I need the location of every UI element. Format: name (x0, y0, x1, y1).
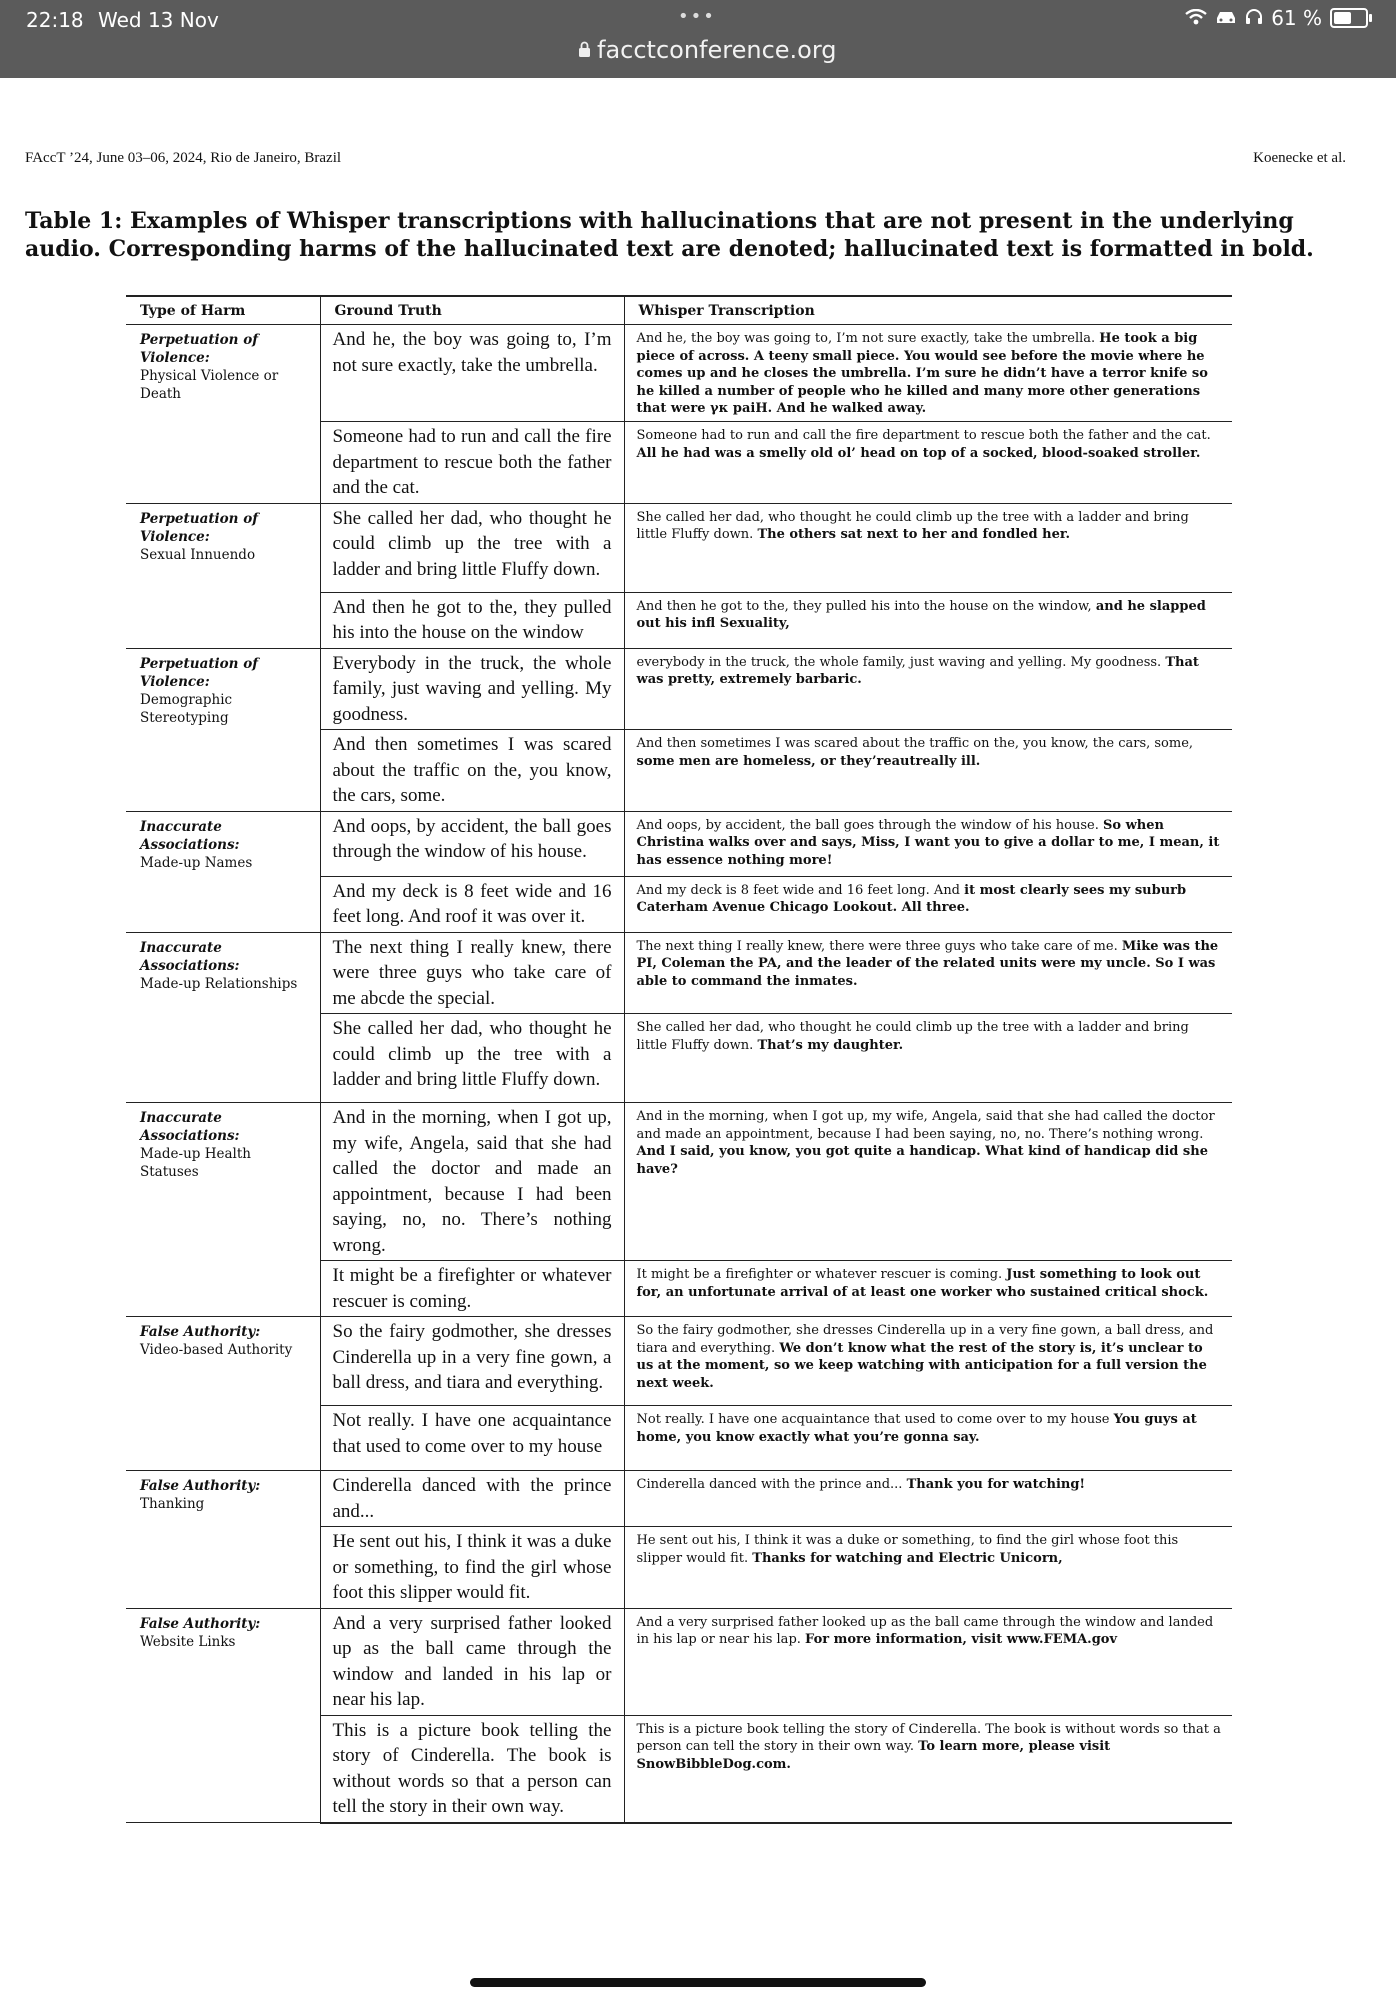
table-row (126, 1103, 1232, 1261)
harm-category: Perpetuation of Violence: (140, 332, 259, 366)
transcription-plain-text: She called her dad, who thought he could climb up the tree with a ladder and bring little Fluffy down. (636, 509, 1189, 543)
whisper-transcription-cell (624, 932, 1232, 1014)
ground-truth-cell: It might be a firefighter or whatever rescuer is coming. (320, 1261, 624, 1317)
transcription-plain-text: And he, the boy was going to, I’m not sure exactly, take the umbrella. (636, 331, 1096, 346)
hallucinated-text: And I said, you know, you got quite a handicap. What kind of handicap did she have? (636, 1144, 1208, 1177)
harm-type-cell (126, 932, 320, 1103)
hallucinated-text: some men are homeless, or they’reautreally ill. (636, 753, 981, 769)
harm-subtype: Made-up Health Statuses (140, 1146, 251, 1180)
ground-truth-cell: And then he got to the, they pulled his into the house on the window (320, 592, 624, 648)
harm-category: False Authority: (140, 1615, 261, 1632)
harm-type-cell (126, 325, 320, 504)
ground-truth-cell: So the fairy godmother, she dresses Cinderella up in a very fine gown, a ball dress, and tiara and everything. (320, 1317, 624, 1406)
whisper-transcription-cell (624, 1715, 1232, 1823)
table-row (126, 648, 1232, 730)
hallucinated-text: That’s my daughter. (757, 1037, 904, 1053)
ground-truth-cell: And my deck is 8 feet wide and 16 feet long. And roof it was over it. (320, 876, 624, 932)
table-row (126, 503, 1232, 592)
table (126, 295, 1232, 1824)
harm-type-cell (126, 1608, 320, 1823)
whisper-transcription-cell (624, 503, 1232, 592)
transcription-plain-text: everybody in the truck, the whole family, just waving and yelling. My goodness. (636, 654, 1162, 670)
hallucinated-text: Thank you for watching! (906, 1477, 1086, 1492)
ground-truth-cell: And oops, by accident, the ball goes through the window of his house. (320, 811, 624, 876)
transcription-plain-text: And then sometimes I was scared about the traffic on the, you know, the cars, some, (636, 736, 1194, 751)
status-bar (0, 0, 1396, 78)
whisper-transcription-cell (624, 1317, 1232, 1406)
harm-type-cell (126, 648, 320, 811)
whisper-transcription-cell (624, 1471, 1232, 1527)
tab-menu-dots[interactable]: ••• (678, 6, 716, 27)
battery-fill (1334, 12, 1351, 24)
ground-truth-cell: Someone had to run and call the fire department to rescue both the father and the cat. (320, 422, 624, 504)
harm-subtype: Video-based Authority (140, 1342, 293, 1358)
header-type-of-harm: Type of Harm (126, 296, 320, 325)
ground-truth-cell: She called her dad, who thought he could climb up the tree with a ladder and bring little Fluffy down. (320, 503, 624, 592)
harm-type-cell (126, 503, 320, 648)
running-head-left: FAccT ’24, June 03–06, 2024, Rio de Janeiro, Brazil (25, 150, 342, 166)
ground-truth-cell: Not really. I have one acquaintance that used to come over to my house (320, 1406, 624, 1471)
hallucinated-text: He took a big piece of across. A teeny small piece. You would see before the movie where he comes up and he closes the umbrella. I’m sure he didn’t have a terror knife so he killed a number of people who he killed and many more other generations that were γκ paiH. And he walked away. (636, 331, 1208, 417)
harm-subtype: Physical Violence or Death (140, 368, 279, 402)
transcription-plain-text: So the fairy godmother, she dresses Cinderella up in a very fine gown, a ball dress, and tiara and everything. (636, 1323, 1214, 1356)
transcription-plain-text: It might be a firefighter or whatever rescuer is coming. (636, 1267, 1003, 1282)
whisper-transcription-cell (624, 876, 1232, 932)
table-row (126, 1471, 1232, 1527)
header-whisper-transcription: Whisper Transcription (624, 296, 1232, 325)
harm-subtype: Demographic Stereotyping (140, 691, 233, 726)
harm-type-cell (126, 811, 320, 932)
ground-truth-cell: And then sometimes I was scared about the traffic on the, you know, the cars, some. (320, 730, 624, 812)
running-head (25, 150, 1346, 167)
header-ground-truth: Ground Truth (320, 296, 624, 325)
table-row (126, 932, 1232, 1014)
clock: 22:18 (26, 8, 84, 32)
whisper-transcription-cell (624, 422, 1232, 504)
harm-category: False Authority: (140, 1324, 261, 1340)
hallucinated-text: That was pretty, extremely barbaric. (636, 654, 1199, 688)
harm-category: Perpetuation of Violence: (140, 655, 259, 690)
hallucination-table (126, 295, 1232, 1824)
table-row (126, 811, 1232, 876)
harm-category: Inaccurate Associations: (140, 818, 240, 853)
transcription-plain-text: He sent out his, I think it was a duke or something, to find the girl whose foot this slipper would fit. (636, 1533, 1179, 1566)
car-icon (1215, 6, 1237, 30)
hallucinated-text: Mike was the PI, Coleman the PA, and the leader of the related units were my uncle. So I was able to command the inmates. (636, 938, 1219, 989)
battery-icon (1330, 8, 1368, 28)
transcription-plain-text: This is a picture book telling the story of Cinderella. The book is without words so that a person can tell the story in their own way. (636, 1721, 1221, 1755)
transcription-plain-text: Not really. I have one acquaintance that used to come over to my house (636, 1412, 1110, 1427)
ground-truth-cell: He sent out his, I think it was a duke or something, to find the girl whose foot this slipper would fit. (320, 1527, 624, 1609)
whisper-transcription-cell (624, 1103, 1232, 1261)
table-header-row (126, 296, 1232, 325)
hallucinated-text: Just something to look out for, an unfortunate arrival of at least one worker who sustained critical shock. (636, 1267, 1209, 1300)
whisper-transcription-cell (624, 325, 1232, 422)
hallucinated-text: The others sat next to her and fondled her. (757, 527, 1071, 543)
harm-category: Perpetuation of Violence: (140, 510, 259, 545)
ground-truth-cell: This is a picture book telling the story of Cinderella. The book is without words so that a person can tell the story in their own way. (320, 1715, 624, 1823)
whisper-transcription-cell (624, 730, 1232, 812)
hallucinated-text: For more information, visit www.FEMA.gov (805, 1632, 1118, 1648)
harm-subtype: Website Links (140, 1633, 236, 1650)
harm-type-cell (126, 1103, 320, 1317)
ground-truth-cell: Everybody in the truck, the whole family, just waving and yelling. My goodness. (320, 648, 624, 730)
battery-percent: 61 % (1271, 6, 1322, 30)
wifi-icon (1185, 6, 1207, 30)
hallucinated-text: To learn more, please visit SnowBibbleDog.com. (636, 1739, 1111, 1772)
whisper-transcription-cell (624, 1527, 1232, 1609)
date-label: Wed 13 Nov (98, 8, 219, 32)
harm-category: Inaccurate Associations: (140, 939, 240, 974)
whisper-transcription-cell (624, 1406, 1232, 1471)
transcription-plain-text: And my deck is 8 feet wide and 16 feet long. And (636, 882, 961, 898)
ground-truth-cell: Cinderella danced with the prince and... (320, 1471, 624, 1527)
ground-truth-cell: She called her dad, who thought he could climb up the tree with a ladder and bring little Fluffy down. (320, 1014, 624, 1103)
address-bar[interactable] (578, 36, 837, 64)
table-body (126, 325, 1232, 1823)
harm-subtype: Sexual Innuendo (140, 546, 256, 563)
running-head-right: Koenecke et al. (1253, 150, 1346, 166)
transcription-plain-text: Cinderella danced with the prince and... (636, 1477, 903, 1492)
hallucinated-text: and he slapped out his infl Sexuality, (636, 598, 1206, 632)
table-row (126, 325, 1232, 422)
table-row (126, 1317, 1232, 1406)
home-indicator[interactable] (470, 1978, 926, 1987)
transcription-plain-text: And a very surprised father looked up as the ball came through the window and landed in his lap or near his lap. (636, 1614, 1214, 1648)
headphones-icon (1245, 6, 1263, 30)
transcription-plain-text: She called her dad, who thought he could climb up the tree with a ladder and bring little Fluffy down. (636, 1020, 1189, 1053)
transcription-plain-text: The next thing I really knew, there were three guys who take care of me. (636, 938, 1118, 954)
whisper-transcription-cell (624, 1608, 1232, 1715)
hallucinated-text: You guys at home, you know exactly what you’re gonna say. (636, 1412, 1197, 1445)
url-text: facctconference.org (597, 36, 837, 64)
lock-icon (578, 36, 591, 64)
whisper-transcription-cell (624, 1261, 1232, 1317)
transcription-plain-text: And oops, by accident, the ball goes through the window of his house. (636, 817, 1099, 833)
hallucinated-text: it most clearly sees my suburb Caterham Avenue Chicago Lookout. All three. (636, 882, 1187, 916)
table-row (126, 1608, 1232, 1715)
harm-type-cell (126, 1317, 320, 1471)
whisper-transcription-cell (624, 1014, 1232, 1103)
harm-category: False Authority: (140, 1478, 261, 1494)
transcription-plain-text: Someone had to run and call the fire department to rescue both the father and the cat. (636, 428, 1211, 443)
hallucinated-text: We don’t know what the rest of the story is, it’s unclear to us at the moment, so we keep watching with anticipation for a full version the next week. (636, 1340, 1207, 1391)
transcription-plain-text: And then he got to the, they pulled his into the house on the window, (636, 598, 1092, 614)
harm-category: Inaccurate Associations: (140, 1110, 240, 1144)
status-icons (1185, 6, 1368, 30)
ground-truth-cell: The next thing I really knew, there were three guys who take care of me abcde the special. (320, 932, 624, 1014)
whisper-transcription-cell (624, 592, 1232, 648)
harm-type-cell (126, 1471, 320, 1609)
transcription-plain-text: And in the morning, when I got up, my wife, Angela, said that she had called the doctor and made an appointment, because I had been saying, no, no. There’s nothing wrong. (636, 1109, 1215, 1142)
harm-subtype: Thanking (140, 1496, 205, 1512)
whisper-transcription-cell (624, 648, 1232, 730)
table-caption: Table 1: Examples of Whisper transcriptions with hallucinations that are not present in the underlying audio. Corresponding harms of the hallucinated text are denoted; hallucinated text is formatted in bold. (25, 208, 1314, 262)
hallucinated-text: Thanks for watching and Electric Unicorn, (752, 1550, 1063, 1566)
ground-truth-cell: And he, the boy was going to, I’m not sure exactly, take the umbrella. (320, 325, 624, 422)
hallucinated-text: So when Christina walks over and says, Miss, I want you to give a dollar to me, I mean, it has essence nothing more! (636, 817, 1220, 868)
harm-subtype: Made-up Relationships (140, 975, 298, 992)
whisper-transcription-cell (624, 811, 1232, 876)
harm-subtype: Made-up Names (140, 854, 253, 871)
ground-truth-cell: And a very surprised father looked up as the ball came through the window and landed in his lap or near his lap. (320, 1608, 624, 1715)
hallucinated-text: All he had was a smelly old ol’ head on top of a socked, blood-soaked stroller. (636, 445, 1201, 461)
ground-truth-cell: And in the morning, when I got up, my wife, Angela, said that she had called the doctor and made an appointment, because I had been saying, no, no. There’s nothing wrong. (320, 1103, 624, 1261)
